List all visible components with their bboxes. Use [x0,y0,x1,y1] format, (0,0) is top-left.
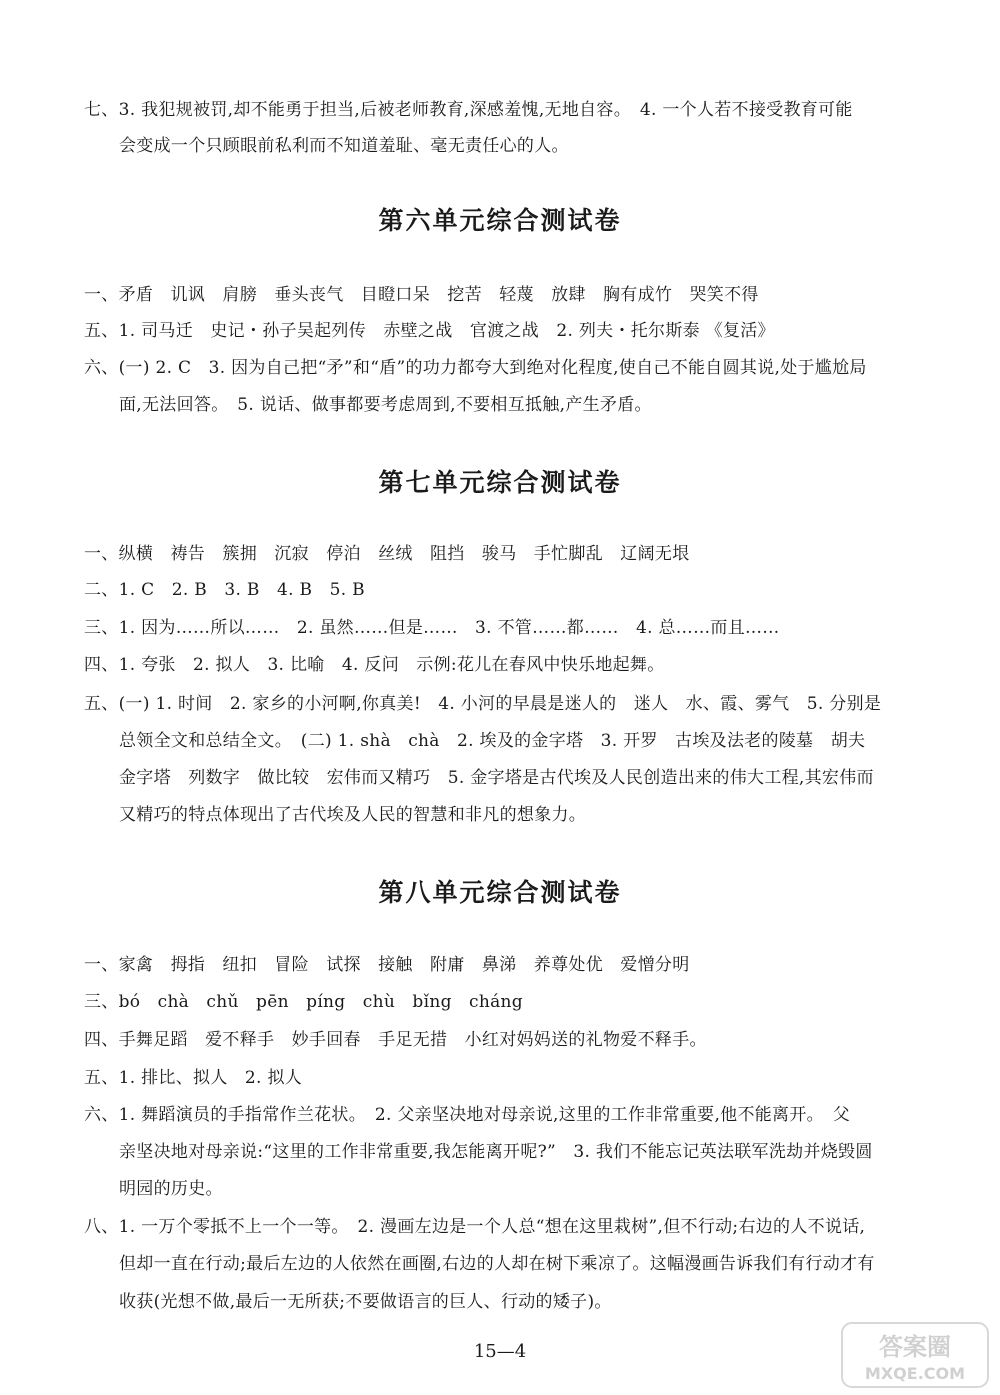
text-line: 又精巧的特点体现出了古代埃及人民的智慧和非凡的想象力。 [119,805,587,825]
text-line: 六、(一) 2. C 3. 因为自己把“矛”和“盾”的功力都夸大到绝对化程度,使自己不能自圆其说,处于尴尬局 [84,358,867,378]
watermark-text: 答案圈 [879,1333,951,1361]
section-title: 第八单元综合测试卷 [378,878,622,907]
text-line: 金字塔 列数字 做比较 宏伟而又精巧 5. 金字塔是古代埃及人民创造出来的伟大工程,其宏伟而 [119,768,874,788]
text-line: 七、3. 我犯规被罚,却不能勇于担当,后被老师教育,深感羞愧,无地自容。 4. 一个人若不接受教育可能 [84,100,853,120]
text-line: 四、1. 夸张 2. 拟人 3. 比喻 4. 反问 示例:花儿在春风中快乐地起舞。 [84,655,665,675]
text-line: 三、1. 因为……所以…… 2. 虽然……但是…… 3. 不管……都…… 4. 总……而且…… [84,618,780,638]
text-line: 一、家禽 拇指 纽扣 冒险 试探 接触 附庸 鼻涕 养尊处优 爱憎分明 [84,955,690,975]
text-line: 总领全文和总结全文。 (二) 1. shà chà 2. 埃及的金字塔 3. 开罗 古埃及法老的陵墓 胡夫 [119,731,866,751]
watermark-url: MXQE.COM [864,1364,966,1383]
text-line: 会变成一个只顾眼前私利而不知道羞耻、毫无责任心的人。 [119,136,569,156]
text-line: 面,无法回答。 5. 说话、做事都要考虑周到,不要相互抵触,产生矛盾。 [119,395,652,415]
section-title: 第六单元综合测试卷 [378,206,622,235]
text-line: 八、1. 一万个零抵不上一个一等。 2. 漫画左边是一个人总“想在这里栽树”,但不行动;右边的人不说话, [84,1217,866,1237]
section-title: 第七单元综合测试卷 [378,468,622,497]
text-line: 五、1. 排比、拟人 2. 拟人 [84,1068,303,1088]
text-line: 明园的历史。 [119,1179,223,1199]
text-line: 亲坚决地对母亲说:“这里的工作非常重要,我怎能离开呢?” 3. 我们不能忘记英法联军洗劫并烧毁圆 [119,1142,873,1162]
text-line: 但却一直在行动;最后左边的人依然在画圈,右边的人却在树下乘凉了。这幅漫画告诉我们有行动才有 [119,1254,875,1274]
text-line: 收获(光想不做,最后一无所获;不要做语言的巨人、行动的矮子)。 [119,1292,612,1312]
text-line: 一、矛盾 讥讽 肩膀 垂头丧气 目瞪口呆 挖苦 轻蔑 放肆 胸有成竹 哭笑不得 [84,285,759,305]
text-line: 五、1. 司马迁 史记・孙子吴起列传 赤壁之战 官渡之战 2. 列夫・托尔斯泰 《复活》 [84,321,775,341]
text-line: 四、手舞足蹈 爱不释手 妙手回春 手足无措 小红对妈妈送的礼物爱不释手。 [84,1030,707,1050]
text-line: 三、bó chà chǔ pēn píng chù bǐng cháng [84,992,523,1012]
text-line: 五、(一) 1. 时间 2. 家乡的小河啊,你真美! 4. 小河的早晨是迷人的 迷人 水、霞、雾气 5. 分别是 [84,694,882,714]
watermark-logo [840,1321,990,1389]
text-line: 一、纵横 祷告 簇拥 沉寂 停泊 丝绒 阻挡 骏马 手忙脚乱 辽阔无垠 [84,544,690,564]
page-number: 15—4 [473,1341,527,1362]
text-line: 六、1. 舞蹈演员的手指常作兰花状。 2. 父亲坚决地对母亲说,这里的工作非常重要,他不能离开。 父 [84,1105,851,1125]
text-line: 二、1. C 2. B 3. B 4. B 5. B [84,580,365,600]
